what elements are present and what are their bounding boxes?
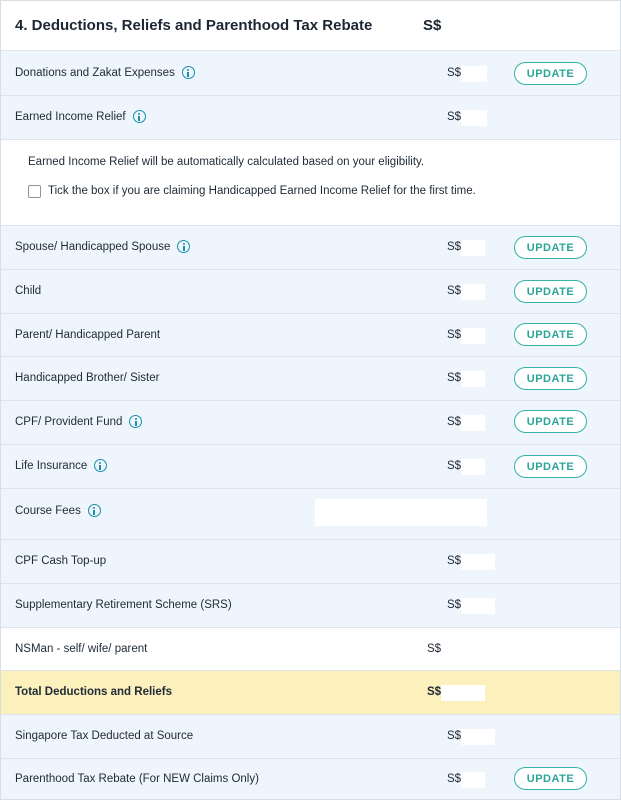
earned-income-note: Earned Income Relief will be automatically calculated based on your eligibility.: [28, 156, 425, 168]
update-button-cpf[interactable]: UPDATE: [514, 410, 587, 433]
amount-value: [461, 554, 495, 570]
info-icon[interactable]: [94, 459, 107, 472]
amount-value: [461, 729, 495, 745]
amount-value: [461, 415, 485, 431]
update-button-sibling[interactable]: UPDATE: [514, 367, 587, 390]
amount-value: [461, 66, 487, 82]
row-label: CPF Cash Top-up: [15, 555, 107, 567]
currency-symbol: S$: [447, 460, 462, 472]
row-course-fees: [1, 489, 620, 540]
row-cpf-topup: [1, 540, 620, 584]
amount-value: [461, 240, 485, 256]
currency-symbol: S$: [447, 599, 462, 611]
amount-value: [461, 772, 485, 788]
update-button-donations[interactable]: UPDATE: [514, 62, 587, 85]
section-currency: S$: [423, 17, 442, 34]
row-label: Earned Income Relief: [15, 110, 126, 123]
amount-value: [441, 642, 485, 658]
row-label: Life Insurance: [15, 459, 88, 472]
amount-value: [441, 685, 485, 701]
row-earned-income: [1, 96, 620, 140]
section-title: 4. Deductions, Reliefs and Parenthood Tax Rebate: [15, 17, 373, 34]
course-fees-value-box: [315, 499, 487, 526]
amount-value: [461, 598, 495, 614]
update-button-child[interactable]: UPDATE: [514, 280, 587, 303]
row-label: Parenthood Tax Rebate (For NEW Claims Only): [15, 773, 259, 785]
earned-income-panel: [1, 140, 620, 226]
row-label: NSMan - self/ wife/ parent: [15, 643, 148, 655]
row-handicapped-sibling: [1, 357, 620, 401]
info-icon[interactable]: [177, 240, 190, 253]
currency-symbol: S$: [447, 555, 462, 567]
row-label: Handicapped Brother/ Sister: [15, 372, 160, 384]
currency-symbol: S$: [427, 686, 442, 698]
amount-value: [461, 328, 485, 344]
row-parent: [1, 314, 620, 357]
info-icon[interactable]: [133, 110, 146, 123]
row-label: Singapore Tax Deducted at Source: [15, 730, 194, 742]
row-label: Course Fees: [15, 504, 81, 517]
handicapped-eir-checkbox[interactable]: [28, 185, 41, 198]
info-icon[interactable]: [88, 504, 101, 517]
amount-value: [461, 110, 487, 126]
currency-symbol: S$: [447, 241, 462, 253]
handicapped-eir-checkbox-label[interactable]: Tick the box if you are claiming Handicapped Earned Income Relief for the first time.: [48, 185, 476, 197]
amount-value: [461, 371, 485, 387]
row-label: Spouse/ Handicapped Spouse: [15, 240, 171, 253]
row-cpf: [1, 401, 620, 445]
row-label: Supplementary Retirement Scheme (SRS): [15, 599, 232, 611]
row-nsman: [1, 628, 620, 671]
row-total-deductions: [1, 671, 620, 715]
update-button-parent[interactable]: UPDATE: [514, 323, 587, 346]
currency-symbol: S$: [447, 416, 462, 428]
amount-value: [461, 284, 485, 300]
row-label: CPF/ Provident Fund: [15, 415, 123, 428]
update-button-parenthood[interactable]: UPDATE: [514, 767, 587, 790]
currency-symbol: S$: [447, 67, 462, 79]
info-icon[interactable]: [182, 66, 195, 79]
currency-symbol: S$: [447, 111, 462, 123]
currency-symbol: S$: [447, 773, 462, 785]
row-child: [1, 270, 620, 314]
row-donations: [1, 52, 620, 96]
row-label: Child: [15, 285, 42, 297]
row-label: Parent/ Handicapped Parent: [15, 329, 161, 341]
row-label: Donations and Zakat Expenses: [15, 66, 175, 79]
row-label: Total Deductions and Reliefs: [15, 686, 172, 698]
update-button-life-insurance[interactable]: UPDATE: [514, 455, 587, 478]
row-parenthood-rebate: [1, 759, 620, 800]
currency-symbol: S$: [447, 730, 462, 742]
currency-symbol: S$: [427, 643, 442, 655]
row-srs: [1, 584, 620, 628]
info-icon[interactable]: [129, 415, 142, 428]
update-button-spouse[interactable]: UPDATE: [514, 236, 587, 259]
row-tax-deducted: [1, 715, 620, 759]
currency-symbol: S$: [447, 372, 462, 384]
currency-symbol: S$: [447, 285, 462, 297]
row-life-insurance: [1, 445, 620, 489]
currency-symbol: S$: [447, 329, 462, 341]
section-header: [1, 1, 620, 51]
amount-value: [461, 459, 485, 475]
row-spouse: [1, 226, 620, 270]
